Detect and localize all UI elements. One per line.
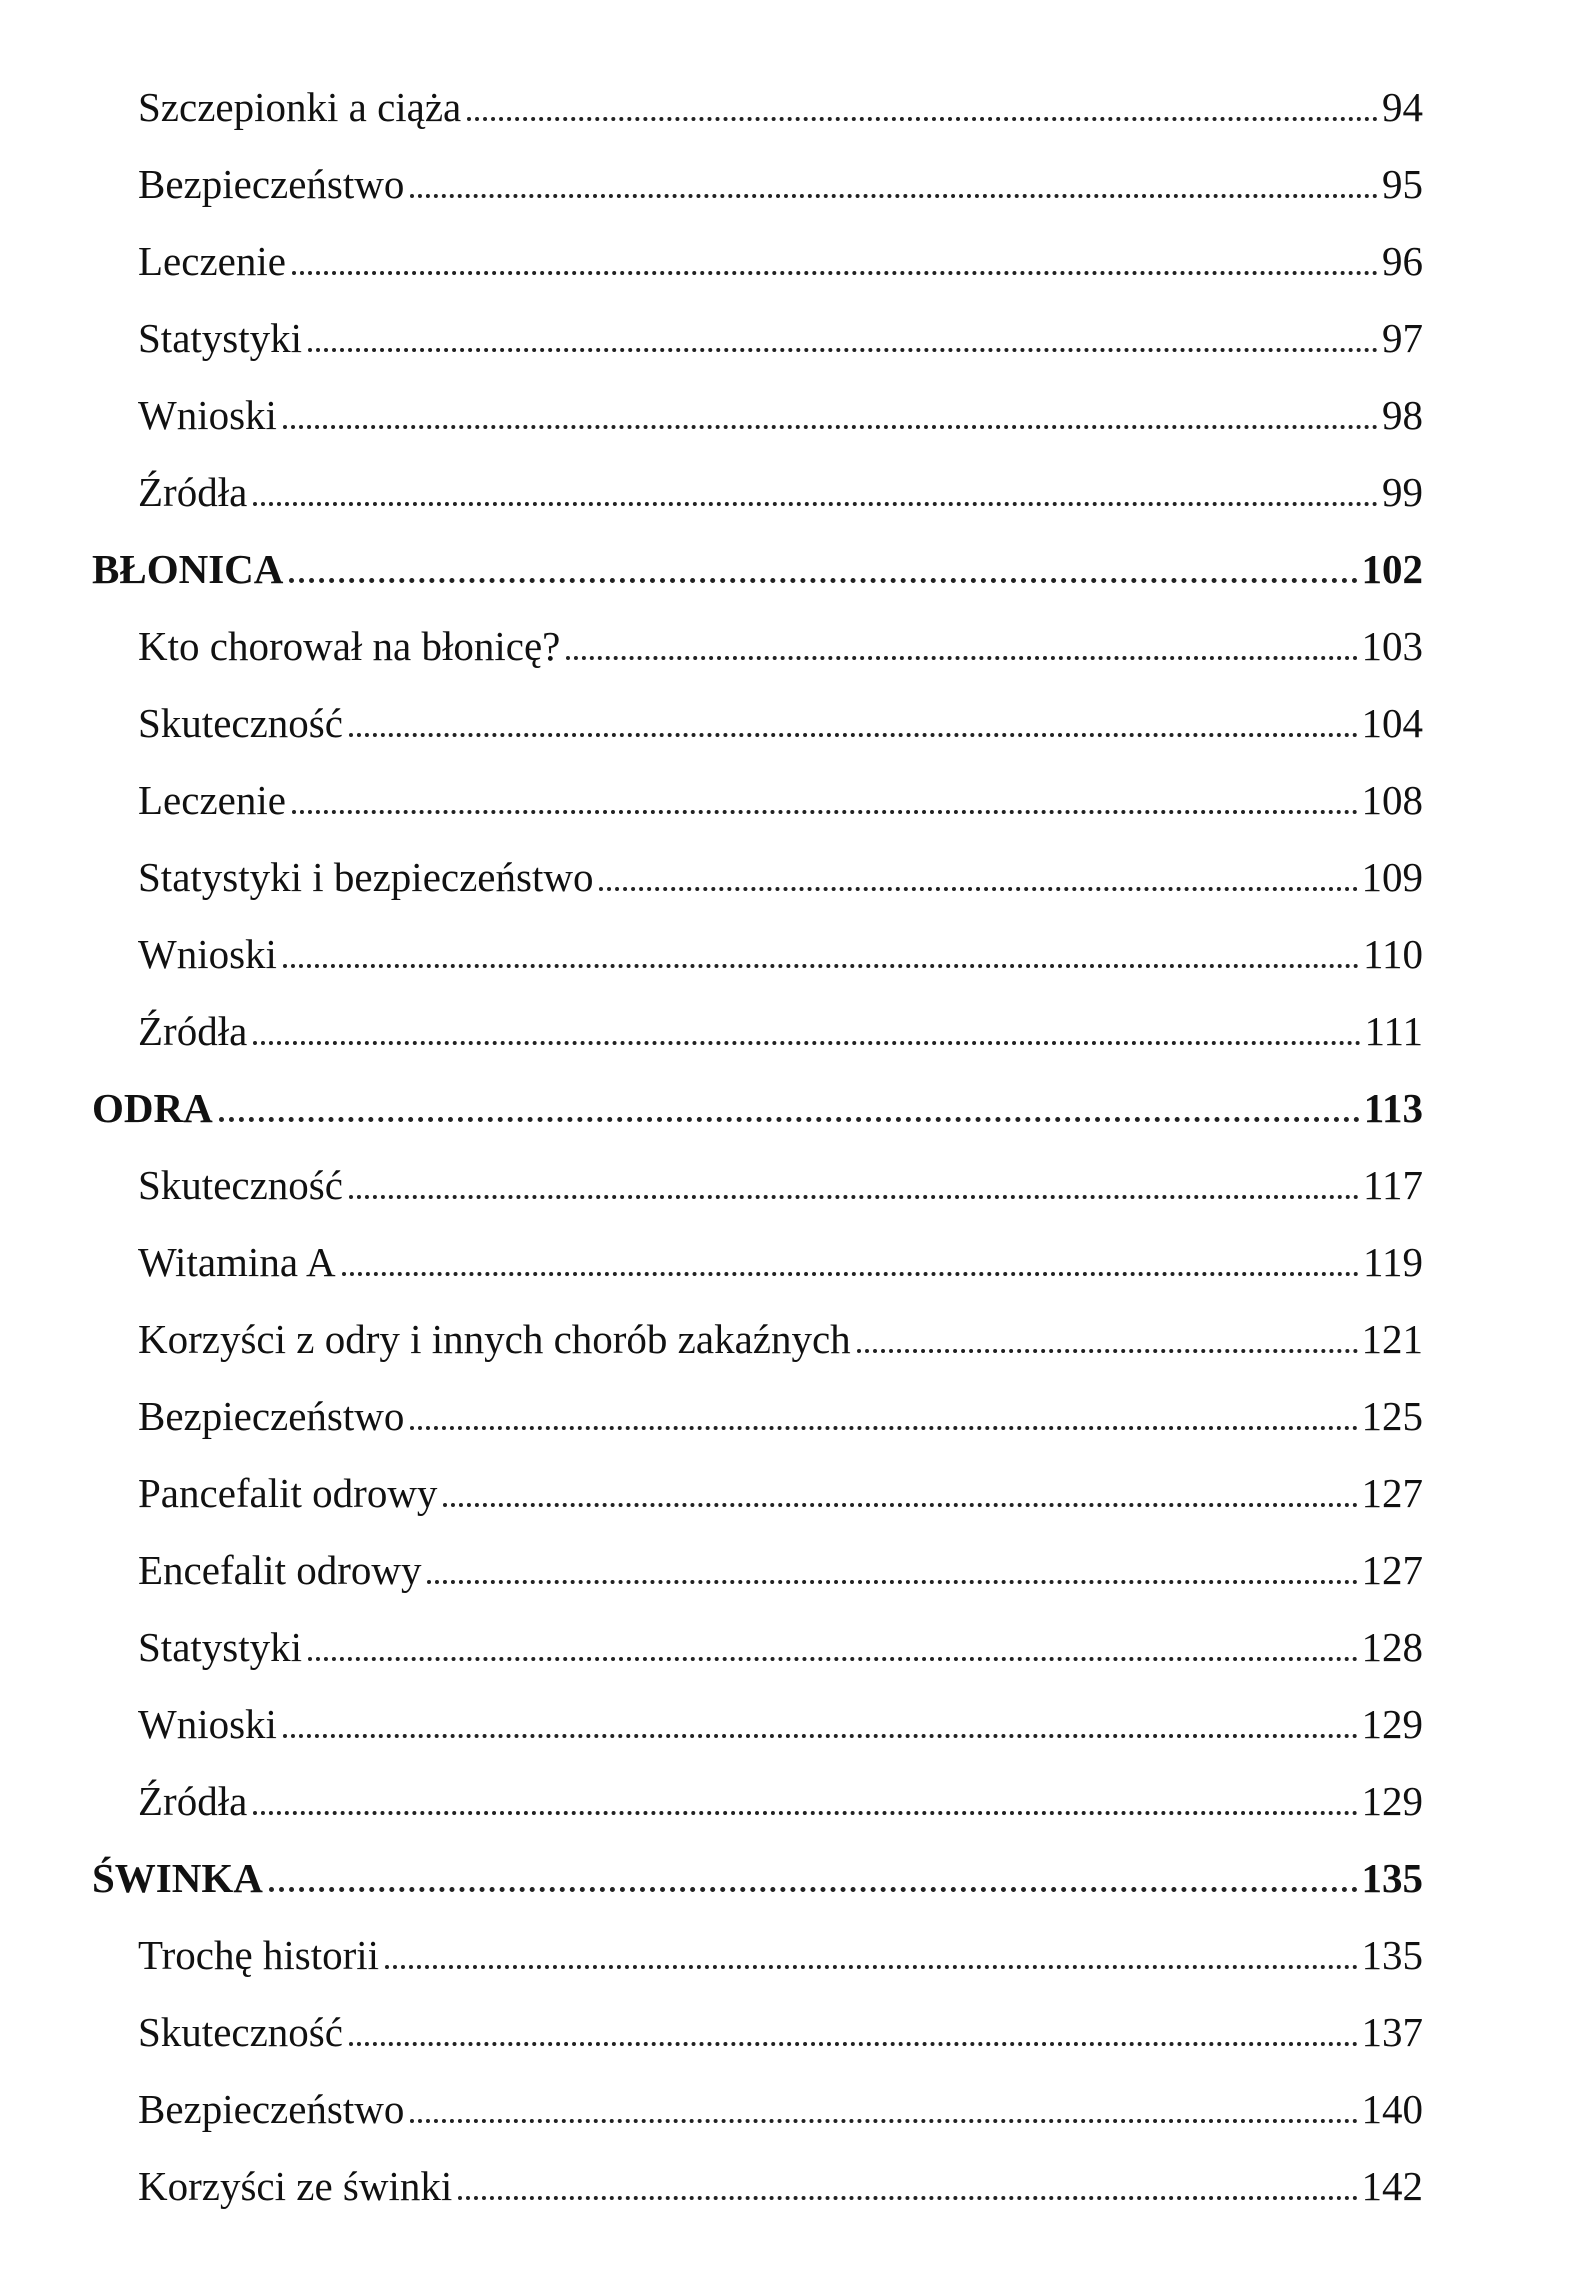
dot-leader [289, 572, 1357, 583]
toc-entry-page: 129 [1361, 1778, 1423, 1824]
dot-leader [458, 2190, 1357, 2200]
toc-entry-title: Źródła [138, 1778, 248, 1824]
toc-entry-title: Leczenie [138, 238, 286, 284]
toc-entry-page: 99 [1382, 469, 1423, 515]
toc-entry-title: Skuteczność [138, 1162, 343, 1208]
toc-entry-title: Skuteczność [138, 2009, 343, 2055]
toc-entry[interactable] [0, 1287, 1569, 1364]
toc-entry-page: 121 [1361, 1316, 1423, 1362]
toc-entry-page: 94 [1382, 84, 1423, 130]
dot-leader [349, 2036, 1358, 2046]
toc-entry[interactable] [0, 1672, 1569, 1749]
toc-entry-page: 117 [1363, 1162, 1423, 1208]
dot-leader [443, 1497, 1357, 1507]
toc-entry[interactable] [0, 1210, 1569, 1287]
toc-entry-title: Skuteczność [138, 700, 343, 746]
toc-entry-title: Korzyści z odry i innych chorób zakaźnych [138, 1316, 851, 1362]
toc-entry[interactable] [0, 1749, 1569, 1826]
dot-leader [292, 265, 1378, 275]
toc-entry[interactable] [0, 286, 1569, 363]
toc-entry-title: Bezpieczeństwo [138, 1393, 405, 1439]
toc-entry-page: 109 [1361, 854, 1423, 900]
toc-entry-title: Trochę historii [138, 1932, 380, 1978]
dot-leader [253, 496, 1378, 506]
toc-entry[interactable] [0, 825, 1569, 902]
toc-entry-page: 129 [1361, 1701, 1423, 1747]
dot-leader [349, 1189, 1359, 1199]
toc-entry-title: Szczepionki a ciąża [138, 84, 462, 130]
toc-chapter[interactable] [0, 1826, 1569, 1903]
dot-leader [253, 1805, 1357, 1815]
dot-leader [427, 1574, 1357, 1584]
dot-leader [599, 881, 1357, 891]
toc-entry[interactable] [0, 440, 1569, 517]
toc-chapter-page: 102 [1361, 546, 1423, 592]
toc-entry-page: 110 [1363, 931, 1423, 977]
toc-entry-page: 111 [1364, 1008, 1423, 1054]
toc-entry[interactable] [0, 1903, 1569, 1980]
toc-entry-title: Leczenie [138, 777, 286, 823]
toc-entry-title: Bezpieczeństwo [138, 2086, 405, 2132]
toc-entry-title: Źródła [138, 1008, 248, 1054]
toc-entry[interactable] [0, 1133, 1569, 1210]
toc-chapter-page: 135 [1361, 1855, 1423, 1901]
toc-entry-page: 135 [1361, 1932, 1423, 1978]
toc-entry[interactable] [0, 2057, 1569, 2134]
toc-entry-page: 142 [1361, 2163, 1423, 2209]
dot-leader [308, 342, 1378, 352]
dot-leader [342, 1266, 1359, 1276]
toc-entry[interactable] [0, 363, 1569, 440]
dot-leader [253, 1035, 1360, 1045]
dot-leader [219, 1111, 1360, 1122]
table-of-contents [0, 55, 1569, 2211]
toc-entry-page: 127 [1361, 1470, 1423, 1516]
toc-entry-page: 103 [1361, 623, 1423, 669]
dot-leader [308, 1651, 1357, 1661]
toc-entry[interactable] [0, 132, 1569, 209]
toc-entry-page: 137 [1361, 2009, 1423, 2055]
toc-entry[interactable] [0, 2134, 1569, 2211]
toc-entry[interactable] [0, 902, 1569, 979]
toc-chapter-page: 113 [1363, 1085, 1423, 1131]
toc-entry-title: Statystyki [138, 315, 303, 361]
toc-entry[interactable] [0, 1980, 1569, 2057]
toc-entry-title: Encefalit odrowy [138, 1547, 422, 1593]
toc-chapter[interactable] [0, 517, 1569, 594]
toc-entry-page: 119 [1363, 1239, 1423, 1285]
toc-entry-title: Źródła [138, 469, 248, 515]
toc-chapter-title: BŁONICA [92, 546, 284, 592]
toc-entry-title: Kto chorował na błonicę? [138, 623, 561, 669]
toc-entry-page: 108 [1361, 777, 1423, 823]
toc-entry-title: Wnioski [138, 1701, 277, 1747]
toc-entry-page: 128 [1361, 1624, 1423, 1670]
toc-entry-title: Wnioski [138, 931, 277, 977]
toc-entry-title: Wnioski [138, 392, 277, 438]
toc-entry-title: Korzyści ze świnki [138, 2163, 453, 2209]
toc-entry-title: Bezpieczeństwo [138, 161, 405, 207]
toc-entry-page: 98 [1382, 392, 1423, 438]
toc-entry-title: Statystyki i bezpieczeństwo [138, 854, 594, 900]
toc-chapter-title: ODRA [92, 1085, 213, 1131]
dot-leader [385, 1959, 1357, 1969]
dot-leader [283, 1728, 1358, 1738]
toc-entry-page: 97 [1382, 315, 1423, 361]
toc-entry-page: 95 [1382, 161, 1423, 207]
toc-entry-title: Witamina A [138, 1239, 336, 1285]
toc-entry[interactable] [0, 979, 1569, 1056]
dot-leader [566, 650, 1357, 660]
toc-entry-page: 104 [1361, 700, 1423, 746]
toc-entry[interactable] [0, 594, 1569, 671]
dot-leader [349, 727, 1358, 737]
toc-entry[interactable] [0, 748, 1569, 825]
toc-chapter[interactable] [0, 1056, 1569, 1133]
dot-leader [410, 1420, 1357, 1430]
toc-entry-page: 140 [1361, 2086, 1423, 2132]
dot-leader [292, 804, 1358, 814]
toc-entry[interactable] [0, 1364, 1569, 1441]
toc-entry-page: 96 [1382, 238, 1423, 284]
dot-leader [283, 958, 1359, 968]
dot-leader [857, 1343, 1358, 1353]
toc-entry-title: Pancefalit odrowy [138, 1470, 438, 1516]
toc-entry[interactable] [0, 1518, 1569, 1595]
toc-entry[interactable] [0, 209, 1569, 286]
toc-entry[interactable] [0, 55, 1569, 132]
toc-entry[interactable] [0, 671, 1569, 748]
toc-chapter-title: ŚWINKA [92, 1855, 263, 1901]
dot-leader [410, 188, 1378, 198]
dot-leader [269, 1881, 1358, 1892]
dot-leader [283, 419, 1378, 429]
toc-entry[interactable] [0, 1441, 1569, 1518]
dot-leader [410, 2113, 1357, 2123]
toc-entry-page: 127 [1361, 1547, 1423, 1593]
dot-leader [467, 111, 1378, 121]
toc-entry-page: 125 [1361, 1393, 1423, 1439]
toc-entry[interactable] [0, 1595, 1569, 1672]
toc-entry-title: Statystyki [138, 1624, 303, 1670]
